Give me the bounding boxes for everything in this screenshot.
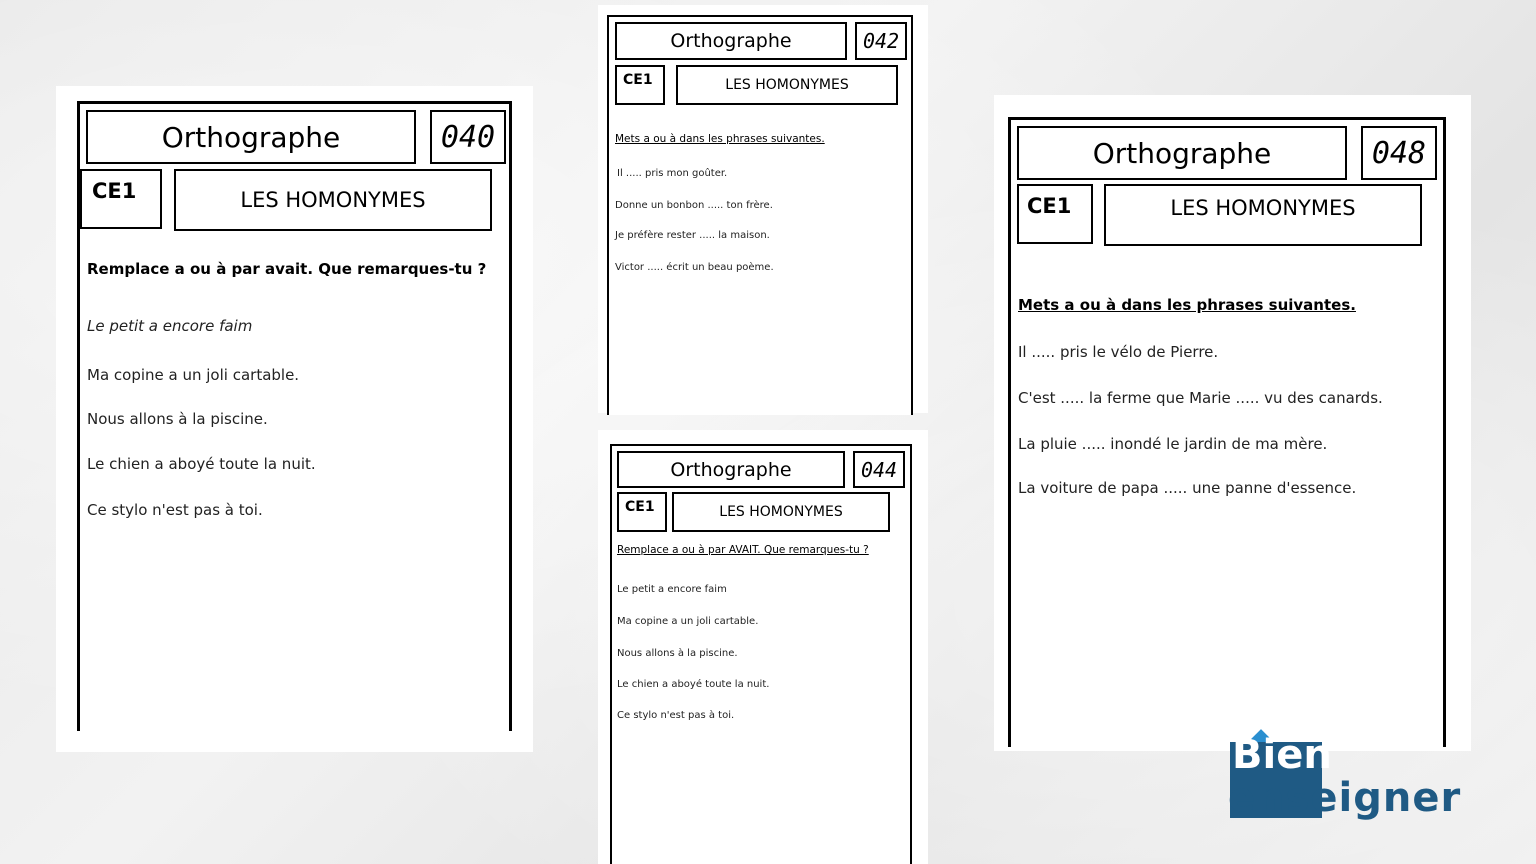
worksheet-frame [1008,117,1446,747]
exercise-line: Ce stylo n'est pas à toi. [617,710,735,721]
exercise-line: Le chien a aboyé toute la nuit. [87,455,316,473]
exercise-line: Ma copine a un joli cartable. [617,616,759,627]
subject-title: Orthographe [1017,126,1347,180]
exercise-line: Victor ..... écrit un beau poème. [615,262,774,273]
exercise-line: Nous allons à la piscine. [87,410,268,428]
worksheet-frame [607,15,913,415]
worksheet-frame [610,444,912,864]
instruction-text: Mets a ou à dans les phrases suivantes. [615,133,825,145]
sheet-number: 040 [430,110,506,164]
topic-label: LES HOMONYMES [676,65,898,105]
topic-label: LES HOMONYMES [672,492,890,532]
exercise-line: Le petit a encore faim [617,584,727,595]
exercise-line: Je préfère rester ..... la maison. [615,230,770,241]
exercise-line: Nous allons à la piscine. [617,648,738,659]
logo-word-bien: Bien [1232,732,1332,778]
level-label: CE1 [617,492,667,532]
exercise-line: C'est ..... la ferme que Marie ..... vu des canards. [1018,389,1383,407]
instruction-text: Mets a ou à dans les phrases suivantes. [1018,296,1356,314]
exercise-line: Il ..... pris mon goûter. [617,168,728,179]
worksheet-frame [77,101,512,731]
exercise-line: La pluie ..... inondé le jardin de ma mère. [1018,435,1328,453]
subject-title: Orthographe [615,22,847,60]
instruction-text: Remplace a ou à par avait. Que remarques-tu ? [87,260,487,278]
subject-title: Orthographe [86,110,416,164]
exercise-line: Il ..... pris le vélo de Pierre. [1018,343,1219,361]
logo-word-enseigner: enseigner [1228,775,1462,821]
sheet-number: 042 [855,22,907,60]
exercise-line: La voiture de papa ..... une panne d'essence. [1018,479,1357,497]
level-label: CE1 [80,169,162,229]
exercise-line: Donne un bonbon ..... ton frère. [615,200,773,211]
instruction-text: Remplace a ou à par AVAIT. Que remarques-tu ? [617,544,869,556]
sheet-number: 048 [1361,126,1437,180]
worksheet-042 [598,5,928,413]
worksheet-040 [56,86,533,752]
sheet-number: 044 [853,451,905,488]
level-label: CE1 [1017,184,1093,244]
worksheet-044 [598,430,928,864]
level-label: CE1 [615,65,665,105]
exercise-line: Le chien a aboyé toute la nuit. [617,679,770,690]
worksheet-048 [994,95,1471,751]
subject-title: Orthographe [617,451,845,488]
exercise-line: Ma copine a un joli cartable. [87,366,300,384]
topic-label: LES HOMONYMES [1104,184,1422,246]
topic-label: LES HOMONYMES [174,169,492,231]
brand-logo [1226,730,1476,840]
exercise-line: Ce stylo n'est pas à toi. [87,501,263,519]
exercise-line: Le petit a encore faim [87,317,253,335]
